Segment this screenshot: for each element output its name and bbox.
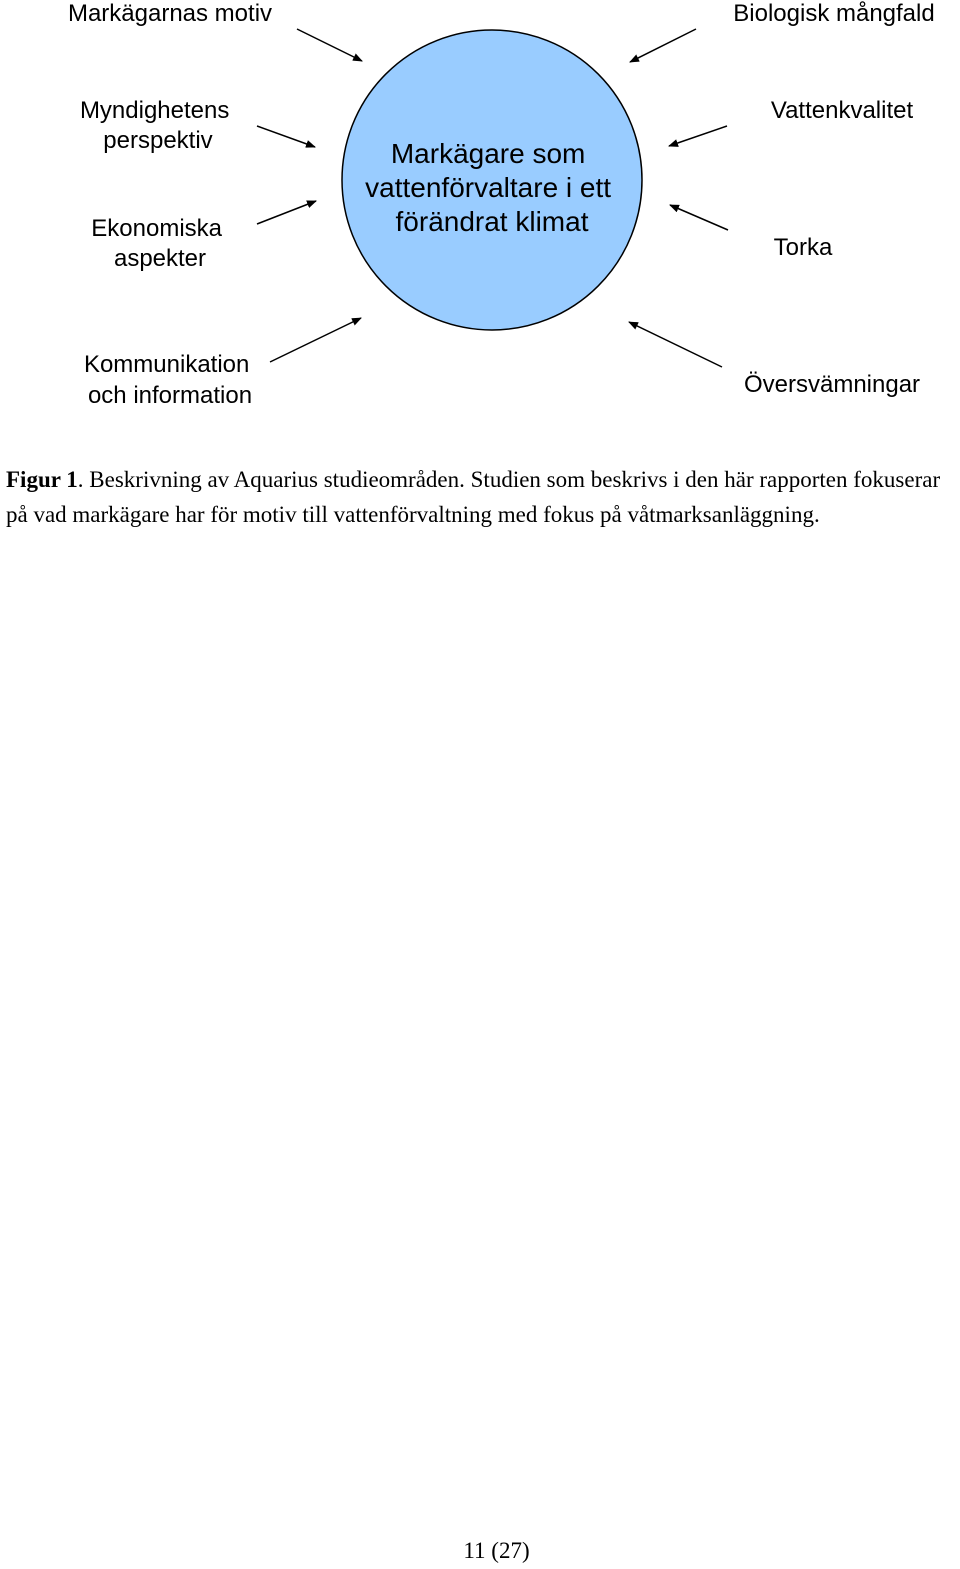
- arrow-kommunikation: [270, 318, 361, 362]
- label-line: och information: [87, 382, 253, 409]
- label-line: Ekonomiska: [91, 215, 223, 242]
- label-line: Biologisk mångfald: [733, 0, 935, 27]
- arrow-ekonomiska-aspekter: [257, 201, 316, 224]
- label-oversvamningar: [744, 371, 920, 398]
- figure-label: Figur 1: [6, 467, 78, 492]
- label-kommunikation: [84, 351, 256, 409]
- arrow-vattenkvalitet: [669, 126, 727, 146]
- figure-caption-text: . Beskrivning av Aquarius studieområden. Studien som beskrivs i den här rapporten fokuserar på vad markägare har för motiv till vattenförvaltning med fokus på våtmarksanläggning.: [6, 467, 941, 527]
- label-line: Vattenkvalitet: [770, 97, 914, 124]
- label-line: Markägarnas motiv: [67, 0, 273, 27]
- label-torka: [774, 234, 833, 261]
- label-vattenkvalitet: [771, 97, 914, 124]
- label-line: aspekter: [113, 245, 207, 272]
- center-label-line: Markägare som: [390, 138, 586, 169]
- arrow-torka: [670, 205, 728, 230]
- arrow-myndighetens-perspektiv: [257, 126, 315, 147]
- center-label: [365, 138, 619, 237]
- center-label-line: vattenförvaltare i ett: [365, 172, 612, 203]
- page-number: 11 (27): [463, 1538, 530, 1563]
- label-biologisk-mangfald: [733, 0, 934, 27]
- aquarius-diagram: [0, 0, 960, 430]
- label-markagarnas-motiv: [68, 0, 272, 27]
- center-label-line: förändrat klimat: [395, 206, 589, 237]
- label-line: perspektiv: [103, 127, 213, 154]
- arrow-markagarnas-motiv: [297, 29, 362, 61]
- arrow-biologisk-mangfald: [630, 29, 696, 62]
- figure-caption: [6, 463, 960, 532]
- label-line: Översvämningar: [743, 371, 921, 398]
- label-line: Torka: [773, 234, 833, 261]
- label-line: Kommunikation: [83, 351, 250, 378]
- label-ekonomiska-aspekter: [91, 215, 228, 272]
- label-myndighetens-perspektiv: [80, 97, 236, 154]
- arrow-oversvamningar: [629, 322, 722, 367]
- label-line: Myndighetens: [79, 97, 230, 124]
